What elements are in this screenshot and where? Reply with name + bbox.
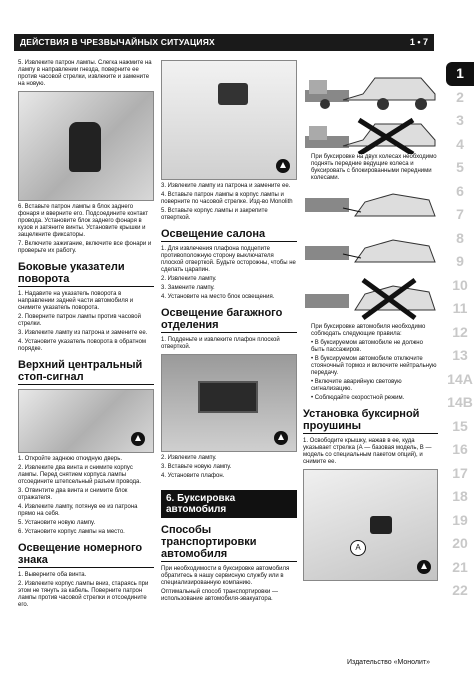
chapter-tab[interactable]: 3 <box>456 112 464 128</box>
step-text: 2. Извлеките два винта и снимите корпус лампы. Перед снятием корпуса лампы отсоедините штепсельный разъем провода. <box>18 465 142 485</box>
step-text: 2. Извлеките лампу. <box>161 455 217 461</box>
bullet-item: • В буксируемом автомобиле отключите стояночный тормоз и включите нейтральную передачу. <box>311 356 437 376</box>
section-heading: Верхний центральный стоп-сигнал <box>18 359 154 385</box>
step-text: 6. Установите корпус лампы на место. <box>18 529 125 535</box>
section-heading: Установка буксирной проушины <box>303 408 438 434</box>
step-text: 5. Установите новую лампу. <box>18 520 96 526</box>
bullet-item: • Соблюдайте скоростной режим. <box>311 395 405 401</box>
tail-light-photo <box>18 91 154 201</box>
step-text: 1. Для извлечения плафона подцепите противоположную сторону выключателя плоской отверткой. Будьте осторожны, чтобы не сделать царапин. <box>161 246 296 273</box>
body-text: При необходимости в буксировке автомобиля обратитесь в нашу сервисную службу или в специализированную компанию. <box>161 566 290 586</box>
step-text: 3. Извлеките лампу из патрона и замените ее. <box>161 183 291 189</box>
chapter-tab[interactable]: 1 <box>446 62 474 86</box>
column-2 <box>161 60 297 605</box>
chapter-tab[interactable]: 9 <box>456 253 464 269</box>
page-header <box>14 34 434 51</box>
step-text: 5. Вставьте корпус лампы и закрепите отверткой. <box>161 208 268 221</box>
step-text: 6. Вставьте патрон лампы в блок заднего фонаря и вверните его. Подсоедините контакт провода. Установите блок заднего фонаря в кузов и затяните винты. Установите крышки и защелкните фиксаторы. <box>18 204 149 238</box>
chapter-heading: 6. Буксировка автомобиля <box>161 490 297 518</box>
step-text: 3. Отвинтите два винта и снимите блок отражателя. <box>18 488 128 501</box>
luggage-lamp-photo <box>161 354 297 452</box>
column-1 <box>18 60 154 611</box>
arrow-up-icon <box>274 431 288 445</box>
column-3 <box>303 60 438 581</box>
step-text: 1. Откройте заднюю откидную дверь. <box>18 456 122 462</box>
tow-diagram-top <box>303 60 438 154</box>
arrow-up-icon <box>276 159 290 173</box>
bullet-item: • Включите аварийную световую сигнализацию. <box>311 379 402 392</box>
section-heading: Боковые указатели поворота <box>18 261 154 287</box>
step-text: 1. Выверните оба винта. <box>18 572 87 578</box>
chapter-tab[interactable]: 22 <box>452 582 468 598</box>
section-heading: Способы транспортировки автомобиля <box>161 524 297 562</box>
chapter-tab[interactable]: 18 <box>452 488 468 504</box>
bullet-item: • В буксируемом автомобиле не должно быть пассажиров. <box>311 340 423 353</box>
tow-rope-illustration <box>303 184 438 324</box>
body-text: При буксировке автомобиля необходимо соблюдать следующие правила: <box>311 324 426 337</box>
chapter-tab[interactable]: 12 <box>452 323 468 340</box>
lamp-cover-shape <box>198 381 258 413</box>
step-text: 2. Извлеките корпус лампы вниз, стараясь при этом не тянуть за кабель. Поверните патрон лампы против часовой стрелки и отсоедините его. <box>18 581 149 608</box>
step-text: 1. Освободите крышку, нажав в ее, куда указывает стрелка (А — базовая модель, В — модель со специальным пакетом опций), и снимите ее. <box>303 438 432 465</box>
tow-diagram-bottom <box>303 184 438 324</box>
chapter-tab[interactable]: 20 <box>452 535 468 551</box>
step-text: 4. Вставьте патрон лампы в корпус лампы и поверните по часовой стрелке. Изд-во Monolith <box>161 192 293 205</box>
arrow-up-icon <box>131 432 145 446</box>
step-text: 3. Вставьте новую лампу. <box>161 464 232 470</box>
chapter-tab[interactable]: 4 <box>456 135 464 152</box>
step-text: 1. Подденьте и извлеките плафон плоской отверткой. <box>161 337 280 350</box>
step-text: 4. Извлеките лампу, потянув ее из патрона прямо на себя. <box>18 504 138 517</box>
lamp-socket-shape <box>218 83 248 105</box>
chapter-tab[interactable]: 2 <box>456 88 464 105</box>
step-text: 4. Установите на место блок освещения. <box>161 294 275 300</box>
chapter-tab[interactable]: 10 <box>452 276 468 293</box>
step-text: 3. Замените лампу. <box>161 285 215 291</box>
tow-eye-cover-shape <box>370 516 392 534</box>
step-text: 2. Извлеките лампу. <box>161 276 217 282</box>
tow-truck-illustration <box>303 60 438 154</box>
publisher-footer: Издательство «Монолит» <box>346 659 430 666</box>
chapter-tab[interactable]: 16 <box>452 441 468 457</box>
step-text: 4. Установите указатель поворота в обратном порядке. <box>18 339 147 352</box>
chapter-tab[interactable]: 11 <box>452 300 468 316</box>
chapter-tab[interactable]: 21 <box>452 558 468 575</box>
tow-eye-photo <box>303 469 438 581</box>
callout-label: A <box>350 540 366 556</box>
chapter-tab[interactable]: 14B <box>447 394 473 410</box>
stop-signal-photo <box>18 389 154 453</box>
chapter-tab[interactable]: 7 <box>456 206 464 222</box>
caption-text: При буксировке на двух колесах необходимо поднять передние ведущие колеса и буксировать с блокированными передними колесами. <box>311 154 437 181</box>
arrow-up-icon <box>417 560 431 574</box>
section-heading: Освещение номерного знака <box>18 542 154 568</box>
chapter-tab[interactable]: 15 <box>452 417 468 434</box>
header-title: ДЕЙСТВИЯ В ЧРЕЗВЫЧАЙНЫХ СИТУАЦИЯХ <box>20 37 215 47</box>
chapter-tab[interactable]: 6 <box>456 182 464 199</box>
step-text: 4. Установите плафон. <box>161 473 225 479</box>
section-heading: Освещение салона <box>161 228 297 242</box>
license-lamp-photo <box>161 60 297 180</box>
step-text: 2. Поверните патрон лампы против часовой стрелки. <box>18 314 141 327</box>
step-text: 5. Извлеките патрон лампы. Слегка нажмите на лампу в направлении гнезда, поверните ее против часовой стрелки, извлеките и замените на новую. <box>18 60 152 87</box>
chapter-tab[interactable]: 17 <box>452 464 468 481</box>
page-number: 1 • 7 <box>409 37 428 47</box>
chapter-tab[interactable]: 13 <box>452 347 468 363</box>
chapter-tab[interactable]: 19 <box>452 511 468 528</box>
step-text: 3. Извлеките лампу из патрона и замените ее. <box>18 330 148 336</box>
section-heading: Освещение багажного отделения <box>161 307 297 333</box>
body-text: Оптимальный способ транспортировки — использование автомобиля-эвакуатора. <box>161 589 278 602</box>
chapter-tab[interactable]: 14A <box>447 370 473 387</box>
step-text: 7. Включите зажигание, включите все фонари и проверьте их работу. <box>18 241 152 254</box>
chapter-tab[interactable]: 5 <box>456 159 464 175</box>
bulb-socket-shape <box>69 122 101 172</box>
chapter-tab[interactable]: 8 <box>456 229 464 246</box>
step-text: 1. Надавите на указатель поворота в направлении задней части автомобиля и снимите указатель поворота. <box>18 291 134 311</box>
chapter-tabs <box>446 62 474 603</box>
